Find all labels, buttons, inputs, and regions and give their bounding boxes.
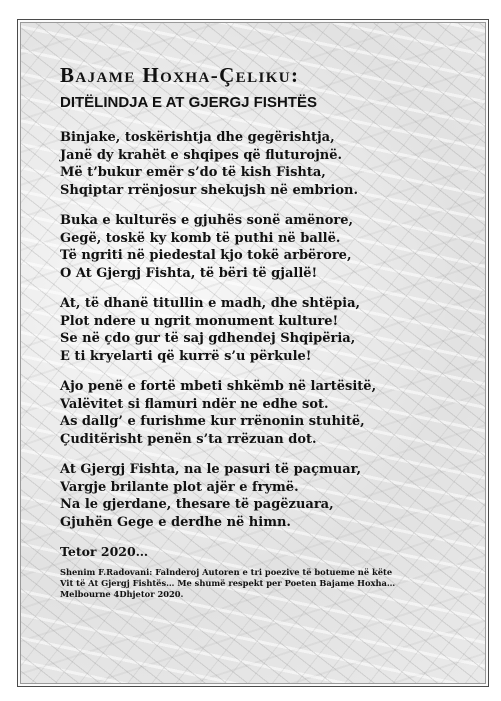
poem-line: Shqiptar rrënjosur shekujsh në embrion.: [60, 182, 359, 198]
poem-line: Gegë, toskë ky komb të puthi në ballë.: [60, 230, 341, 246]
author-heading: Bajame Hoxha-Çeliku:: [60, 63, 300, 87]
poem-line: Valëvitet si flamuri ndër ne edhe sot.: [60, 396, 329, 412]
poem-line: E ti kryelarti që kurrë s’u përkule!: [60, 348, 312, 364]
poem-line: Çuditërisht penën s’ta rrëzuan dot.: [60, 431, 317, 447]
poem-line: Ajo penë e fortë mbeti shkëmb në lartësitë,: [60, 379, 377, 394]
stanza-1: [60, 129, 470, 199]
poem-line: Vargje brilante plot ajër e frymë.: [60, 479, 299, 495]
poem-line: At Gjergj Fishta, na le pasuri të paçmuar,: [60, 462, 362, 477]
stanza-3: [60, 295, 470, 365]
poem-line: At, të dhanë titullin e madh, dhe shtëpia,: [60, 296, 361, 311]
note-line: Melbourne 4Dhjetor 2020.: [60, 589, 184, 599]
poem-line: Të ngriti në piedestal kjo tokë arbërore,: [60, 248, 352, 263]
poem-line: As dallg’ e furishme kur rrënonin stuhitë,: [60, 414, 365, 429]
poem-content: [60, 62, 470, 600]
poem-line: Plot ndere u ngrit monument kulture!: [60, 313, 339, 329]
stanza-5: [60, 461, 470, 531]
poem-line: Binjake, toskërishtja dhe gegërishtja,: [60, 130, 335, 145]
note-line: Vit të At Gjergj Fishtës… Me shumë respekt per Poeten Bajame Hoxha…: [60, 578, 396, 588]
poem-line: Na le gjerdane, thesare të pagëzuara,: [60, 497, 334, 512]
stanza-4: [60, 378, 470, 448]
poem-date: Tetor 2020…: [60, 544, 149, 559]
stanza-2: [60, 212, 470, 282]
poem-line: Buka e kulturës e gjuhës sonë amënore,: [60, 213, 354, 228]
poem-line: Se në çdo gur të saj gdhendej Shqipëria,: [60, 331, 356, 346]
editor-note: [60, 567, 470, 600]
poem-line: O At Gjergj Fishta, të bëri të gjallë!: [60, 265, 318, 281]
poem-line: Më t’bukur emër s’do të kish Fishta,: [60, 165, 326, 180]
poem-line: Janë dy krahët e shqipes që fluturojnë.: [60, 147, 343, 163]
poem-line: Gjuhën Gege e derdhe në himn.: [60, 514, 291, 530]
poem-title: DITËLINDJA E AT GJERGJ FISHTËS: [60, 94, 317, 111]
note-line: Shenim F.Radovani: Falnderoj Autoren e tri poezive të botueme në këte: [60, 567, 393, 577]
